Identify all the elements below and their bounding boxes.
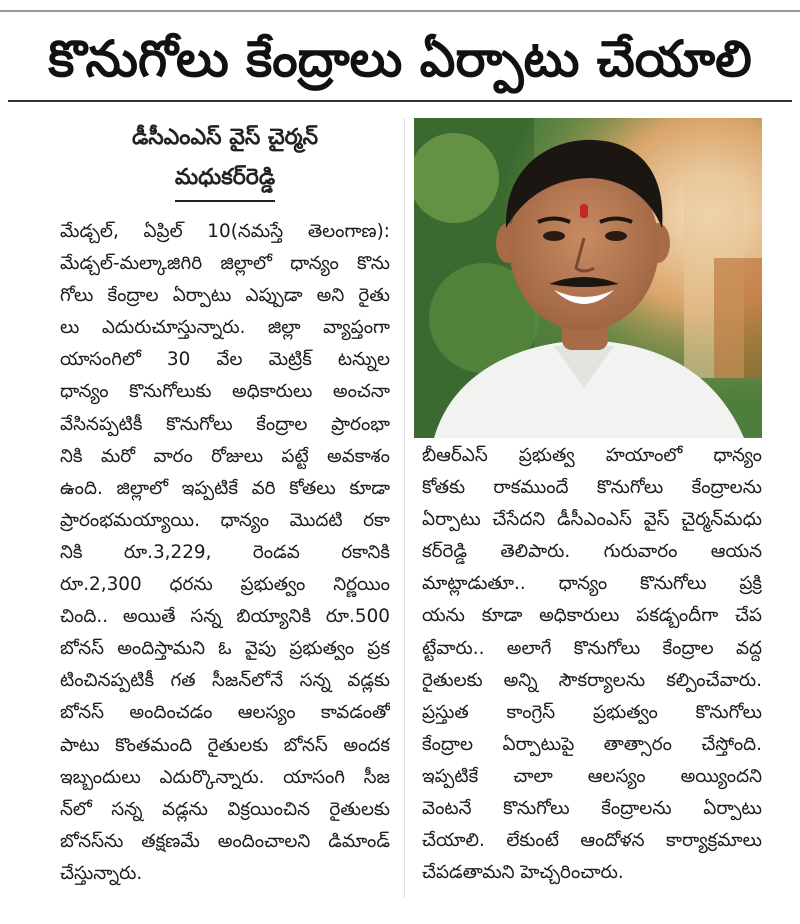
left-column-line: ధాన్యం కొనుగోలుకు అధికారులు అంచనా xyxy=(60,381,390,403)
left-column-line: పాటు కొంతమంది రైతులకు బోనస్ అందక xyxy=(60,734,390,756)
left-column-line: న్‌లో సన్న వడ్లను విక్రయించిన రైతులకు xyxy=(60,798,390,820)
byline xyxy=(60,118,390,202)
right-column-line: యను కూడా అధికారులు పకడ్బందీగా చేప xyxy=(422,605,762,627)
right-column-line: ఏర్పాటు చేసేదని డీసీఎంఎస్ వైస్ చైర్మన్‌మధు xyxy=(422,509,762,531)
left-column-line: బోనస్‌ను తక్షణమే అందించాలని డిమాండ్ xyxy=(60,830,390,852)
left-column-line: ప్రారంభమయ్యాయి. ధాన్యం మొదటి రకా xyxy=(60,509,390,531)
headline-rule xyxy=(8,100,792,102)
left-column-line: బోనస్ అందించడం ఆలస్యం కావడంతో xyxy=(60,702,390,724)
top-rule xyxy=(0,10,800,12)
left-column-line: బోనస్ అందిస్తామని ఓ వైపు ప్రభుత్వం ప్రక xyxy=(60,638,390,660)
right-column-line: ప్రస్తుత కాంగ్రెస్ ప్రభుత్వం కొనుగోలు xyxy=(422,701,762,723)
portrait-illustration xyxy=(414,118,762,438)
left-column-line: ఇబ్బందులు ఎదుర్కొన్నారు. యాసంగి సీజ xyxy=(60,766,390,788)
right-column-line: కోతకు రాకముందే కొనుగోలు కేంద్రాలను xyxy=(422,477,762,499)
right-column-line: రైతులకు అన్ని సౌకర్యాలను కల్పించేవారు. xyxy=(422,669,762,691)
left-column-line: రూ.2,300 ధరను ప్రభుత్వం నిర్ణయిం xyxy=(60,574,390,596)
right-column-line: బీఆర్ఎస్ ప్రభుత్వ హయాంలో ధాన్యం xyxy=(422,445,762,466)
right-column-line: ట్టేవారు.. అలాగే కొనుగోలు కేంద్రాల వద్ద xyxy=(422,637,762,659)
byline-name: మధుకర్‌రెడ్డి xyxy=(175,158,275,202)
left-column-line: వేసినప్పటికీ కొనుగోలు కేంద్రాల ప్రారంభా xyxy=(60,413,390,435)
left-column-line: యాసంగిలో 30 వేల మెట్రిక్ టన్నుల xyxy=(60,349,390,371)
right-column-line: మాట్లాడుతూ.. ధాన్యం కొనుగోలు ప్రక్రి xyxy=(422,573,762,595)
right-column-line: చేపడతామని హెచ్చరించారు. xyxy=(422,862,624,884)
left-column-line: మేడ్చల్-మల్కాజిగిరి జిల్లాలో ధాన్యం కొను xyxy=(60,253,390,275)
left-column-line: నికి రూ.3,229, రెండవ రకానికి xyxy=(60,541,390,563)
headline: కొనుగోలు కేంద్రాలు ఏర్పాటు చేయాలి xyxy=(48,30,752,88)
right-column-line: కర్‌రెడ్డి తెలిపారు. గురువారం ఆయన xyxy=(422,541,762,563)
byline-title: డీసీఎంఎస్ వైస్ చైర్మన్ xyxy=(131,125,319,150)
left-column-line: నికి మరో వారం రోజులు పట్టే అవకాశం xyxy=(60,445,390,467)
left-column-line: చేస్తున్నారు. xyxy=(60,862,143,884)
left-column-line: లు ఎదురుచూస్తున్నారు. జిల్లా వ్యాప్తంగా xyxy=(60,317,390,339)
portrait-photo-icon xyxy=(414,118,762,438)
right-column-line: కేంద్రాల ఏర్పాటుపై తాత్సారం చేస్తోంది. xyxy=(422,733,762,755)
left-column-line: గోలు కేంద్రాల ఏర్పాటు ఎప్పుడా అని రైతు xyxy=(60,285,390,307)
left-column-line: మేడ్చల్, ఏప్రిల్ 10(నమస్తే తెలంగాణ): xyxy=(60,221,390,242)
right-column xyxy=(422,440,762,889)
left-column-line: టించినప్పటికీ గత సీజన్‌లోనే సన్న వడ్లకు xyxy=(60,670,390,692)
left-column-line: ఉంది. జిల్లాలో ఇప్పటికే వరి కోతలు కూడా xyxy=(60,477,390,499)
left-column-line: చింది.. అయితే సన్న బియ్యానికి రూ.500 xyxy=(60,606,390,628)
left-column xyxy=(60,216,390,890)
right-column-line: వెంటనే కొనుగోలు కేంద్రాలను ఏర్పాటు xyxy=(422,798,762,820)
right-column-line: చేయాలి. లేకుంటే ఆందోళన కార్యాక్రమాలు xyxy=(422,830,762,852)
right-column-line: ఇప్పటికే చాలా ఆలస్యం అయ్యిందని xyxy=(422,765,762,787)
column-divider xyxy=(404,118,405,898)
